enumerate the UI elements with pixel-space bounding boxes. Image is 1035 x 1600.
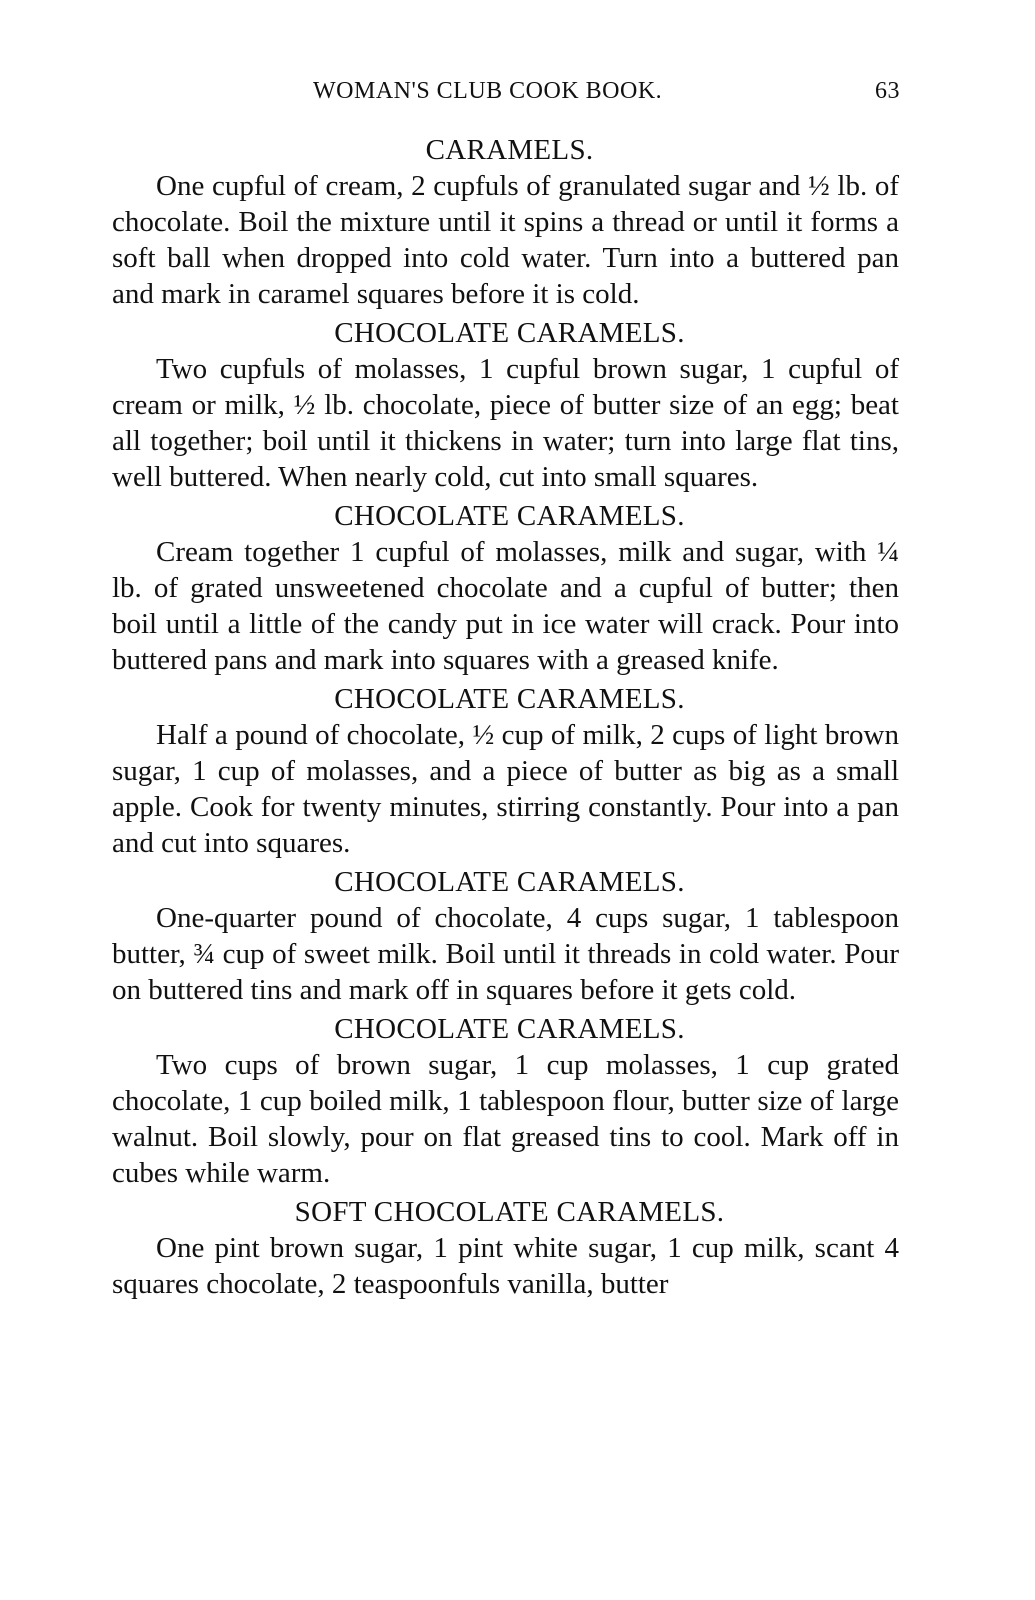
recipe-chocolate-caramels-2 xyxy=(112,498,899,678)
recipe-text: One pint brown sugar, 1 pint white sugar, 1 cup milk, scant 4 squares chocolate, 2 teaspoonfuls vanilla, butter xyxy=(112,1232,899,1300)
running-title: WOMAN'S CLUB COOK BOOK. xyxy=(313,78,663,104)
recipe-text: Two cups of brown sugar, 1 cup molasses, 1 cup grated chocolate, 1 cup boiled milk, 1 tablespoon flour, butter size of large walnut. Boil slowly, pour on flat greased tins to cool. Mark off in cubes while warm. xyxy=(112,1049,899,1189)
recipe-soft-chocolate-caramels xyxy=(112,1194,899,1302)
recipe-caramels xyxy=(112,132,899,312)
recipe-title: CHOCOLATE CARAMELS. xyxy=(334,1013,685,1045)
recipe-list xyxy=(112,132,899,1302)
recipe-title: CHOCOLATE CARAMELS. xyxy=(334,500,685,532)
running-head xyxy=(110,78,900,110)
recipe-title: CHOCOLATE CARAMELS. xyxy=(334,866,685,898)
recipe-chocolate-caramels-5 xyxy=(112,1011,899,1191)
recipe-title: CHOCOLATE CARAMELS. xyxy=(334,683,685,715)
recipe-text: Cream together 1 cupful of molasses, milk and sugar, with ¼ lb. of grated unsweetened chocolate and a cupful of butter; then boil until a little of the candy put in ice water will crack. Pour into buttered pans and mark into squares with a greased knife. xyxy=(112,536,899,676)
recipe-text: Two cupfuls of molasses, 1 cupful brown sugar, 1 cupful of cream or milk, ½ lb. chocolate, piece of butter size of an egg; beat all together; boil until it thickens in water; turn into large flat tins, well buttered. When nearly cold, cut into small squares. xyxy=(112,353,899,493)
recipe-chocolate-caramels-1 xyxy=(112,315,899,495)
recipe-title: SOFT CHOCOLATE CARAMELS. xyxy=(294,1196,725,1228)
recipe-text: Half a pound of chocolate, ½ cup of milk, 2 cups of light brown sugar, 1 cup of molasses, and a piece of butter as big as a small apple. Cook for twenty minutes, stirring constantly. Pour into a pan and cut into squares. xyxy=(112,719,899,859)
recipe-chocolate-caramels-3 xyxy=(112,681,899,861)
recipe-text: One-quarter pound of chocolate, 4 cups sugar, 1 tablespoon butter, ¾ cup of sweet milk. Boil until it threads in cold water. Pour on buttered tins and mark off in squares before it gets cold. xyxy=(112,902,899,1006)
recipe-text: One cupful of cream, 2 cupfuls of granulated sugar and ½ lb. of chocolate. Boil the mixture until it spins a thread or until it forms a soft ball when dropped into cold water. Turn into a buttered pan and mark in caramel squares before it is cold. xyxy=(112,170,899,310)
recipe-title: CARAMELS. xyxy=(425,134,594,166)
recipe-chocolate-caramels-4 xyxy=(112,864,899,1008)
recipe-title: CHOCOLATE CARAMELS. xyxy=(334,317,685,349)
page-number: 63 xyxy=(875,78,900,104)
